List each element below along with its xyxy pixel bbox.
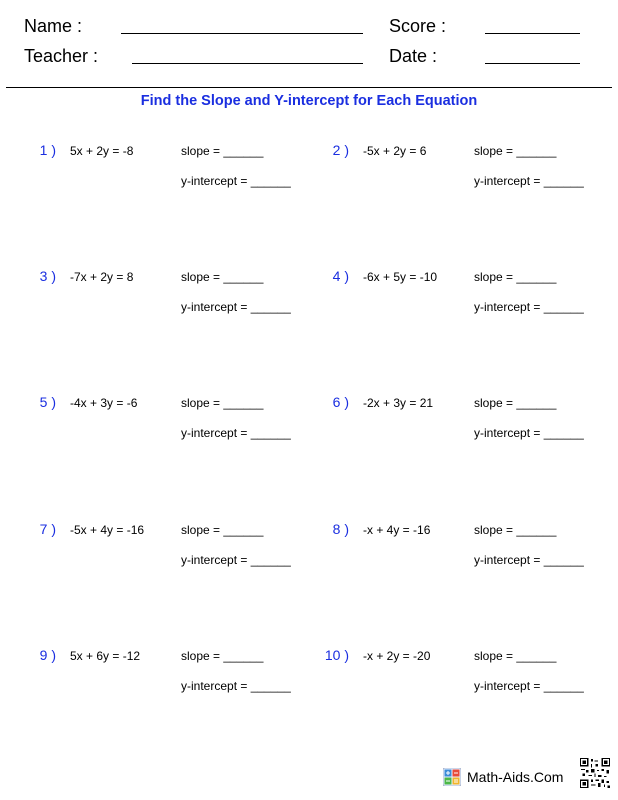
problem-number: 8 ) [332,521,349,537]
slope-answer[interactable]: slope = ______ [181,396,264,410]
date-label: Date : [389,46,438,66]
yintercept-answer[interactable]: y-intercept = ______ [181,174,291,188]
problem-equation: -6x + 5y = -10 [363,270,438,284]
problem-number: 9 ) [39,647,56,663]
problem-equation: -x + 4y = -16 [363,523,431,537]
problem-6 [293,395,583,455]
yintercept-answer[interactable]: y-intercept = ______ [474,300,584,314]
problem-equation: -2x + 3y = 21 [363,396,434,410]
problem-8 [293,522,583,582]
slope-answer[interactable]: slope = ______ [181,649,264,663]
problem-9 [0,648,290,708]
problem-equation: -5x + 4y = -16 [70,523,145,537]
problem-number: 10 ) [324,647,349,663]
problem-number: 1 ) [39,142,56,158]
problem-4 [293,269,583,329]
problem-number: 3 ) [39,268,56,284]
problem-equation: 5x + 2y = -8 [70,144,134,158]
name-label: Name : [24,16,83,36]
slope-answer[interactable]: slope = ______ [474,396,557,410]
problem-number: 7 ) [39,521,56,537]
yintercept-answer[interactable]: y-intercept = ______ [474,679,584,693]
score-label: Score : [389,16,447,36]
yintercept-answer[interactable]: y-intercept = ______ [474,174,584,188]
problem-number: 5 ) [39,394,56,410]
slope-answer[interactable]: slope = ______ [474,144,557,158]
yintercept-answer[interactable]: y-intercept = ______ [181,679,291,693]
calculator-icon [443,768,461,786]
problem-1 [0,143,290,203]
yintercept-answer[interactable]: y-intercept = ______ [181,553,291,567]
problem-number: 4 ) [332,268,349,284]
slope-answer[interactable]: slope = ______ [181,144,264,158]
problem-equation: 5x + 6y = -12 [70,649,141,663]
problem-2 [293,143,583,203]
problem-10 [293,648,583,708]
yintercept-answer[interactable]: y-intercept = ______ [474,553,584,567]
problem-3 [0,269,290,329]
yintercept-answer[interactable]: y-intercept = ______ [181,300,291,314]
yintercept-answer[interactable]: y-intercept = ______ [474,426,584,440]
problem-equation: -4x + 3y = -6 [70,396,138,410]
problem-number: 2 ) [332,142,349,158]
slope-answer[interactable]: slope = ______ [474,523,557,537]
qr-code-icon [580,758,610,788]
problem-equation: -5x + 2y = 6 [363,144,427,158]
problem-equation: -7x + 2y = 8 [70,270,134,284]
problem-number: 6 ) [332,394,349,410]
worksheet-title: Find the Slope and Y-intercept for Each Equation [140,93,478,109]
slope-answer[interactable]: slope = ______ [474,270,557,284]
slope-answer[interactable]: slope = ______ [181,270,264,284]
site-link[interactable]: Math-Aids.Com [467,769,564,785]
teacher-label: Teacher : [24,46,99,66]
slope-answer[interactable]: slope = ______ [474,649,557,663]
slope-answer[interactable]: slope = ______ [181,523,264,537]
problem-7 [0,522,290,582]
problem-equation: -x + 2y = -20 [363,649,431,663]
problem-5 [0,395,290,455]
yintercept-answer[interactable]: y-intercept = ______ [181,426,291,440]
